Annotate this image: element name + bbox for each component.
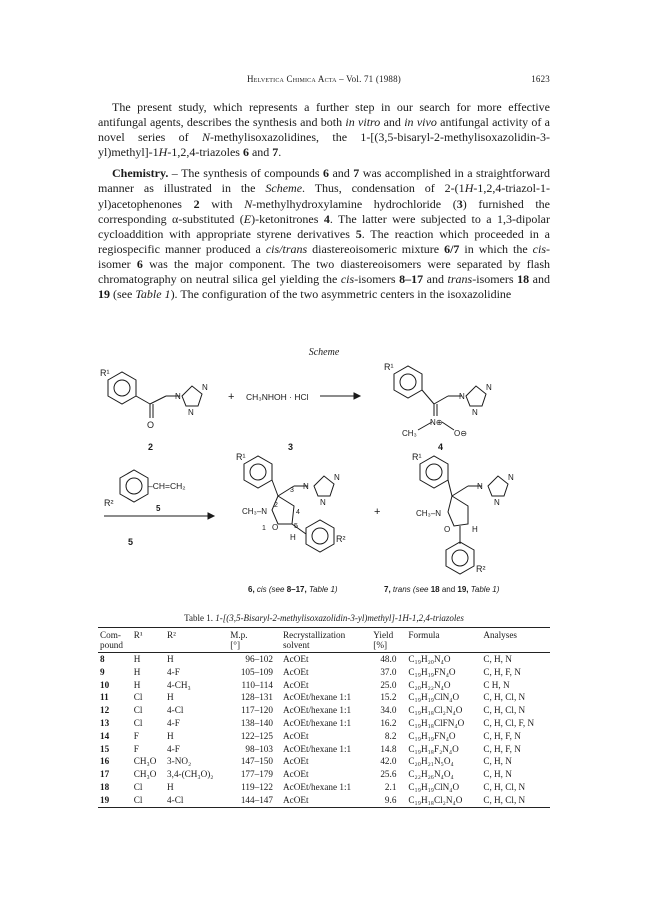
compound-number: 14: [100, 730, 110, 741]
r2-value: 4-F: [167, 666, 180, 677]
analyses-value: C, H, N: [483, 756, 512, 767]
text-run: -isomers: [354, 272, 400, 287]
text-run: -methylisoxazolidines, the 1-[(3,5-bisaryl-2-methylisoxazolidin-3-yl)methyl]-1: [98, 130, 550, 160]
r2-value: 3-NO₂: [167, 756, 192, 767]
plus-sign: +: [228, 391, 235, 403]
recrystallization-solvent: AcOEt: [282, 679, 309, 690]
text-run: 5: [355, 226, 362, 241]
recrystallization-solvent: AcOEt: [281, 794, 371, 807]
r2-value: H: [167, 730, 174, 741]
r2-value: H: [167, 692, 174, 703]
recrystallization-solvent: AcOEt: [282, 756, 309, 767]
compound-number: 15: [100, 743, 110, 754]
r2-value: 4-CH₃: [167, 679, 191, 690]
text-run: 6: [323, 166, 329, 181]
text-run: H: [158, 145, 168, 160]
arrow-head: [354, 393, 360, 399]
benzene-ring: [108, 372, 136, 404]
text-run: cis: [532, 241, 546, 256]
text-run: -isomers: [472, 272, 518, 287]
text-run: . The latter were subjected to a 1,3-dipolar cycloaddition with appropriate styrene derivatives: [98, 211, 551, 241]
caption-7-table: Table 1): [468, 585, 500, 594]
table-row: [98, 704, 550, 717]
column-header: [481, 640, 550, 653]
triazole-n-label: N: [320, 498, 326, 507]
r1-label: R¹: [100, 368, 110, 378]
text-run: 6: [136, 256, 143, 271]
r2-value: H: [167, 781, 174, 792]
analyses-value: C, H, Cl, N: [483, 692, 526, 703]
analyses-value: C, H, Cl, N: [483, 705, 526, 716]
text-run: (see: [110, 287, 136, 302]
text-run: 18: [517, 272, 530, 287]
compound-number: 10: [100, 679, 110, 690]
caption-6-refs: 8–17,: [286, 585, 307, 594]
table-row: [98, 768, 550, 781]
molecular-formula: C₁₉H₁₈Cl₂N₄O: [406, 794, 481, 807]
text-run: and: [329, 166, 354, 181]
caption-6-text: cis (see: [254, 585, 287, 594]
recrystallization-solvent: AcOEt: [282, 730, 309, 741]
melting-point: 117–120: [241, 705, 273, 716]
triazole-n-label: N: [202, 383, 208, 392]
bond: [448, 480, 452, 496]
recrystallization-solvent: AcOEt/hexane 1:1: [282, 692, 352, 703]
compound-number: 16: [100, 756, 110, 767]
compound-number: 19: [98, 794, 132, 807]
caption-7-text: trans (see: [390, 585, 431, 594]
yield-value: 37.0: [380, 666, 397, 677]
text-run: was accomplished in a straightforward manner as illustrated in the: [98, 166, 550, 196]
nitrone-n-label: N⊕: [430, 418, 443, 427]
molecular-formula: C₂₀H₂₂N₄O: [408, 679, 451, 690]
table-row: [98, 743, 550, 756]
yield-value: 16.2: [380, 717, 397, 728]
nitrone-o-label: O⊖: [454, 429, 467, 438]
paragraph-chemistry: [98, 166, 550, 302]
text-run: -isomer: [98, 241, 550, 271]
r1-value: Cl: [133, 692, 143, 703]
ring-oxygen-label: O: [272, 523, 279, 532]
melting-point: 105–109: [240, 666, 273, 677]
molecular-formula: C₁₉H₁₈F₂N₄O: [408, 743, 459, 754]
reaction-scheme: [98, 360, 550, 600]
text-run: and: [380, 115, 405, 130]
r1-label: R¹: [384, 362, 394, 372]
column-header: Yield: [371, 628, 406, 641]
text-run: and: [529, 272, 551, 287]
text-run: Scheme: [265, 181, 303, 196]
text-run: 7: [272, 145, 279, 160]
text-run: – The synthesis of compounds: [168, 166, 323, 181]
r1-value: CH₃O: [133, 756, 157, 767]
r2-value: 4-F: [167, 717, 180, 728]
aromatic-circle: [400, 374, 416, 390]
text-run: N: [244, 196, 253, 211]
table-row: [98, 679, 550, 692]
table-row: [98, 717, 550, 730]
compound-number: 9: [100, 666, 105, 677]
r2-label: R²: [476, 564, 486, 574]
text-run: 3: [456, 196, 463, 211]
text-run: -1,2,4-triazol-1-yl)acetophenones: [98, 181, 550, 211]
text-run: 19: [98, 287, 110, 302]
column-header: [165, 640, 228, 653]
molecular-formula: C₂₂H₂₆N₄O₄: [408, 769, 454, 780]
melting-point: 177–179: [240, 769, 273, 780]
bond: [434, 396, 448, 404]
compound-number: 11: [100, 692, 109, 703]
methyl-label: CH₃: [402, 429, 417, 438]
column-header: Com-: [98, 628, 132, 641]
benzene-ring: [394, 366, 422, 398]
bond: [150, 396, 166, 404]
r1-value: H: [133, 666, 141, 677]
table-row: [98, 666, 550, 679]
text-run: )-ketonitrones: [251, 211, 324, 226]
molecular-formula: C₁₉H₁₈Cl₂N₄O: [408, 705, 463, 716]
text-run: -methylhydroxylamine hydrochloride (: [252, 196, 457, 211]
column-header: [°]: [228, 640, 281, 653]
compound-number: 12: [100, 705, 110, 716]
r2-label: R²: [336, 534, 346, 544]
table-row: [98, 691, 550, 704]
isoxazolidine-ring: [272, 496, 294, 524]
benzene-ring: [446, 542, 474, 574]
triazole-ring: [466, 386, 486, 406]
column-header: pound: [98, 640, 132, 653]
yield-value: 48.0: [380, 654, 397, 664]
aromatic-circle: [452, 550, 468, 566]
styrene-5-structure: [120, 470, 148, 502]
n-o-bond: [442, 422, 454, 430]
n-methyl-label: CH₃–N: [242, 507, 268, 516]
table-caption: [98, 613, 550, 623]
bond: [136, 396, 150, 404]
analyses-value: C, H, F, N: [483, 666, 521, 677]
journal-volume: – Vol. 71 (1988): [336, 74, 402, 84]
journal-name: Helvetica Chimica Acta: [246, 74, 337, 84]
r2-value: 4-Cl: [167, 705, 184, 716]
table-row: [98, 653, 550, 666]
melting-point: 128–131: [240, 692, 273, 703]
melting-point: 122–125: [240, 730, 273, 741]
r1-value: F: [133, 743, 139, 754]
benzene-ring: [420, 456, 448, 488]
analyses-value: C, H, F, N: [483, 743, 521, 754]
text-run: cis/trans: [265, 241, 308, 256]
bond: [422, 390, 434, 404]
yield-value: 14.8: [380, 743, 397, 754]
triazole-n-label: N: [508, 473, 514, 482]
recrystallization-solvent: AcOEt: [282, 666, 309, 677]
melting-point: 110–114: [241, 679, 273, 690]
text-run: N: [202, 130, 211, 145]
triazole-n-label: N: [494, 498, 500, 507]
triazole-n-label: N: [472, 408, 478, 417]
compound-6-caption: [248, 585, 338, 594]
triazole-ring: [488, 476, 508, 496]
oxygen-label: O: [147, 420, 155, 430]
text-run: . The reaction which proceeded in a regiospecific manner produced a: [98, 226, 550, 256]
table-row: [98, 755, 550, 768]
benzene-ring: [306, 520, 334, 552]
r1-value: Cl: [133, 781, 143, 792]
compound-table: [98, 627, 550, 808]
column-header: [132, 640, 165, 653]
recrystallization-solvent: AcOEt/hexane 1:1: [282, 717, 352, 728]
analyses-value: C, H, Cl, N: [483, 781, 526, 792]
body-text: [98, 100, 550, 302]
text-run: 4: [323, 211, 330, 226]
ring-position-3: 3: [290, 487, 294, 494]
melting-point: 138–140: [240, 717, 273, 728]
table-row: [98, 794, 550, 807]
analyses-value: C, H, Cl, N: [481, 794, 550, 807]
aromatic-circle: [426, 464, 442, 480]
text-run: E: [243, 211, 252, 226]
text-run: Table 1: [135, 287, 171, 302]
text-run: 8–17: [399, 272, 424, 287]
yield-value: 2.1: [384, 781, 397, 792]
column-header: solvent: [281, 640, 371, 653]
recrystallization-solvent: AcOEt: [282, 769, 309, 780]
ring-position-4: 4: [296, 509, 300, 516]
molecular-formula: C₁₉H₂₀N₄O: [408, 654, 451, 664]
table-header-row: [98, 640, 550, 653]
compound-7-caption: [384, 585, 500, 594]
molecular-formula: C₁₉H₁₈ClFN₄O: [408, 717, 465, 728]
triazole-n-label: N: [486, 383, 492, 392]
molecular-formula: C₁₉H₁₉ClN₄O: [408, 692, 460, 703]
compound-2-number: 2: [148, 442, 154, 452]
r1-value: H: [133, 679, 141, 690]
table-header-row: [98, 628, 550, 641]
caption-7-and: and: [439, 585, 458, 594]
table-row: [98, 781, 550, 794]
text-run: in which the: [459, 241, 533, 256]
column-header: Recrystallization: [281, 628, 371, 641]
running-header: [98, 74, 550, 88]
aromatic-circle: [250, 464, 266, 480]
molecular-formula: C₁₉H₁₉FN₄O: [408, 730, 456, 741]
column-header: [%]: [371, 640, 406, 653]
text-run: 7: [353, 166, 360, 181]
column-header: Analyses: [481, 628, 550, 641]
analyses-value: C, H, N: [483, 769, 512, 780]
plus-sign: +: [374, 506, 381, 518]
caption-7-ref-18: 18: [430, 585, 440, 594]
page-number: 1623: [531, 74, 550, 84]
molecular-formula: C₁₉H₁₉ClN₄O: [408, 781, 460, 792]
r2-value: 3,4-(CH₃O)₂: [167, 769, 214, 780]
text-run: antifungal activity of a novel series of: [98, 115, 550, 145]
triazole-ring: [182, 386, 202, 406]
bond: [272, 480, 278, 496]
triazole-n-label: N: [477, 482, 483, 491]
melting-point: 144–147: [228, 794, 281, 807]
caption-6-number: 6,: [248, 585, 255, 594]
r1-value: F: [133, 730, 139, 741]
r1-value: H: [133, 654, 141, 664]
caption-7-ref-19: 19,: [457, 585, 469, 594]
benzene-ring: [244, 456, 272, 488]
recrystallization-solvent: AcOEt/hexane 1:1: [282, 781, 352, 792]
r2-value: 4-F: [167, 743, 180, 754]
compound-5-number: 5: [128, 537, 134, 547]
isoxazolidine-ring: [448, 496, 468, 526]
r1-value: Cl: [133, 717, 143, 728]
caption-7-number: 7,: [384, 585, 391, 594]
analyses-value: C, H, N: [483, 654, 512, 664]
compound-4-number: 4: [438, 442, 444, 452]
recrystallization-solvent: AcOEt/hexane 1:1: [282, 705, 352, 716]
analyses-value: C H, N: [483, 679, 510, 690]
table-caption-title: 1-[(3,5-Bisaryl-2-methylisoxazolidin-3-yl)methyl]-1H-1,2,4-triazoles: [215, 613, 464, 623]
triazole-n-label: N: [303, 482, 309, 491]
hydrogen-label: H: [290, 533, 296, 542]
yield-value: 9.6: [371, 794, 406, 807]
text-run: H: [464, 181, 474, 196]
triazole-ring: [314, 476, 334, 496]
text-run: .: [278, 145, 282, 160]
text-run: cis: [340, 272, 355, 287]
ring-oxygen-label: O: [444, 525, 451, 534]
yield-value: 42.0: [380, 756, 397, 767]
r1-value: Cl: [133, 705, 143, 716]
melting-point: 96–102: [245, 654, 273, 664]
ring-position-1: 1: [262, 525, 266, 532]
vinyl-group-label: –CH=CH₂: [148, 481, 186, 491]
melting-point: 98–103: [245, 743, 273, 754]
n-methyl-label: CH₃–N: [416, 509, 442, 518]
bond: [452, 486, 468, 496]
caption-6-table: Table 1): [306, 585, 338, 594]
r1-label: R¹: [412, 452, 422, 462]
text-run: 6: [242, 145, 249, 160]
column-header: Formula: [406, 628, 481, 641]
arrow-reagent-number: 5: [156, 504, 161, 513]
text-run: diastereoisomeric mixture: [307, 241, 445, 256]
table-body: [98, 653, 550, 808]
table-row: [98, 730, 550, 743]
column-header: [406, 640, 481, 653]
r1-value: Cl: [132, 794, 165, 807]
text-run: and: [248, 145, 273, 160]
triazole-n-label: N: [459, 392, 465, 401]
aromatic-circle: [126, 478, 142, 494]
column-header: M.p.: [228, 628, 281, 641]
yield-value: 25.0: [380, 679, 397, 690]
yield-value: 15.2: [380, 692, 397, 703]
text-run: 6/7: [444, 241, 460, 256]
running-title: [98, 74, 550, 84]
text-run: ) furnished the corresponding α-substituted (: [98, 196, 550, 226]
compound-number: 17: [100, 769, 110, 780]
text-run: . Thus, condensation of 2-(1: [302, 181, 465, 196]
melting-point: 147–150: [240, 756, 273, 767]
ring-position-5: 5: [294, 523, 298, 530]
triazole-n-label: N: [175, 392, 181, 401]
triazole-n-label: N: [334, 473, 340, 482]
aromatic-circle: [114, 380, 130, 396]
r1-label: R¹: [236, 452, 246, 462]
compound-number: 8: [100, 654, 105, 664]
hydrogen-label: H: [472, 525, 478, 534]
analyses-value: C, H, F, N: [483, 730, 521, 741]
molecular-formula: C₂₀H₂₁N₅O₄: [408, 756, 454, 767]
arrow-head: [208, 513, 214, 519]
text-run: -1,2,4-triazoles: [167, 145, 243, 160]
r1-value: CH₃O: [133, 769, 157, 780]
text-run: The present study, which represents a further step in our search for more effective antifungal agents, describes the synthesis and both: [98, 100, 550, 130]
r2-value: H: [167, 654, 174, 664]
compound-number: 13: [100, 717, 110, 728]
yield-value: 25.6: [380, 769, 397, 780]
r2-value: 4-Cl: [165, 794, 228, 807]
text-run: was the major component. The two diastereoisomers were separated by flash chromatography on neutral silica gel yielding the: [98, 256, 550, 287]
compound-3-number: 3: [288, 442, 294, 452]
yield-value: 34.0: [380, 705, 397, 716]
column-header: R¹: [132, 628, 165, 641]
text-run: trans: [447, 272, 473, 287]
r2-label: R²: [104, 498, 114, 508]
table-caption-label: Table 1.: [184, 613, 216, 623]
scheme-title: Scheme: [308, 347, 340, 358]
analyses-value: C, H, Cl, F, N: [483, 717, 535, 728]
paragraph-intro: [98, 100, 550, 160]
text-run: in vivo: [404, 115, 437, 130]
text-run: ). The configuration of the two asymmetric centers in the isoxazolidine: [170, 287, 512, 302]
aromatic-circle: [312, 528, 328, 544]
column-header: R²: [165, 628, 228, 641]
recrystallization-solvent: AcOEt/hexane 1:1: [282, 743, 352, 754]
molecular-formula: C₁₉H₁₉FN₄O: [408, 666, 456, 677]
text-run: in vitro: [345, 115, 381, 130]
melting-point: 119–122: [241, 781, 273, 792]
yield-value: 8.2: [384, 730, 397, 741]
ring-position-2: 2: [274, 502, 278, 509]
text-run: 2: [193, 196, 200, 211]
compound-number: 18: [100, 781, 110, 792]
text-run: with: [199, 196, 245, 211]
text-run: Chemistry.: [112, 166, 169, 181]
recrystallization-solvent: AcOEt: [282, 654, 309, 664]
reagent-3-formula: CH₃NHOH · HCl: [246, 392, 309, 402]
benzene-ring: [120, 470, 148, 502]
text-run: and: [423, 272, 448, 287]
triazole-n-label: N: [188, 408, 194, 417]
